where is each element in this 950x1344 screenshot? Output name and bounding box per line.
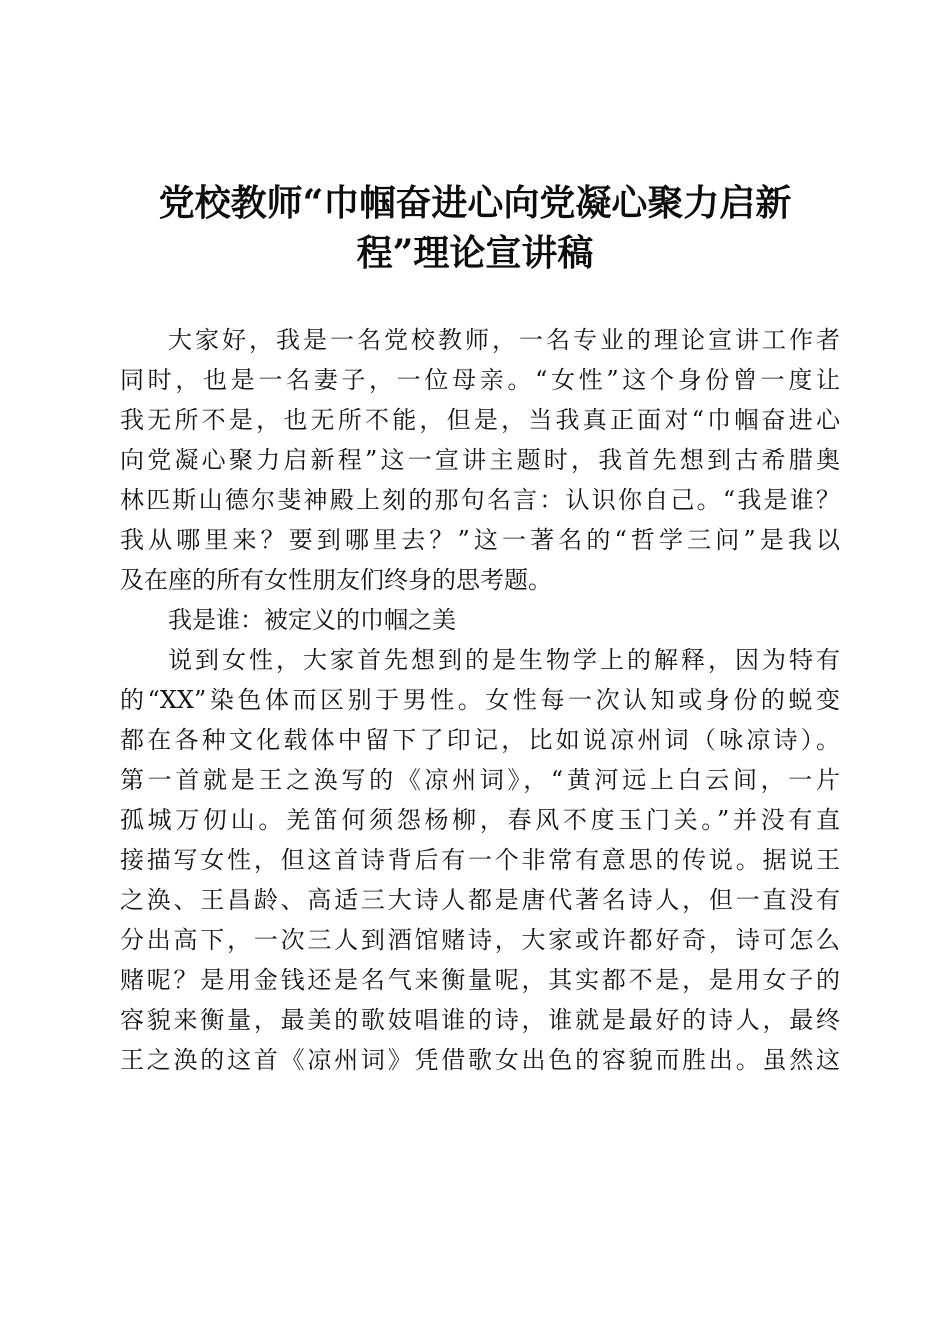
- paragraph-line: 林匹斯山德尔斐神殿上刻的那句名言：认识你自己。“我是谁？: [120, 486, 840, 514]
- paragraph-line: 赌呢？是用金钱还是名气来衡量呢，其实都不是，是用女子的: [120, 966, 840, 994]
- paragraph-line: 之涣、王昌龄、高适三大诗人都是唐代著名诗人，但一直没有: [120, 886, 840, 914]
- paragraph-line: 我无所不是，也无所不能，但是，当我真正面对“巾帼奋进心: [120, 406, 840, 434]
- section-heading: 我是谁：被定义的巾帼之美: [168, 606, 456, 634]
- document-title: [100, 178, 850, 278]
- paragraph-line: 都在各种文化载体中留下了印记，比如说凉州词（咏凉诗）。: [120, 726, 840, 754]
- paragraph-line: 分出高下，一次三人到酒馆赌诗，大家或许都好奇，诗可怎么: [120, 926, 840, 954]
- paragraph-line: 向党凝心聚力启新程”这一宣讲主题时，我首先想到古希腊奥: [120, 446, 840, 474]
- title-line: 党校教师“巾帼奋进心向党凝心聚力启新: [158, 182, 792, 224]
- paragraph-line: 大家好，我是一名党校教师，一名专业的理论宣讲工作者: [168, 326, 840, 354]
- paragraph-line: 同时，也是一名妻子，一位母亲。“女性”这个身份曾一度让: [120, 366, 840, 394]
- document-body: [120, 320, 840, 1080]
- paragraph-line: 王之涣的这首《凉州词》凭借歌女出色的容貌而胜出。虽然这: [120, 1046, 840, 1074]
- paragraph-line: 接描写女性，但这首诗背后有一个非常有意思的传说。据说王: [120, 846, 840, 874]
- paragraph-line: 第一首就是王之涣写的《凉州词》，“黄河远上白云间，一片: [120, 766, 840, 794]
- paragraph-line: 孤城万仞山。羌笛何须怨杨柳，春风不度玉门关。”并没有直: [120, 806, 840, 834]
- paragraph-line: 容貌来衡量，最美的歌妓唱谁的诗，谁就是最好的诗人，最终: [120, 1006, 840, 1034]
- title-line: 程”理论宣讲稿: [356, 232, 594, 274]
- paragraph-line: 及在座的所有女性朋友们终身的思考题。: [120, 566, 552, 594]
- paragraph-line: 说到女性，大家首先想到的是生物学上的解释，因为特有: [168, 646, 840, 674]
- paragraph-line: 的“XX”染色体而区别于男性。女性每一次认知或身份的蜕变: [120, 686, 840, 714]
- paragraph-line: 我从哪里来？要到哪里去？”这一著名的“哲学三问”是我以: [120, 526, 840, 554]
